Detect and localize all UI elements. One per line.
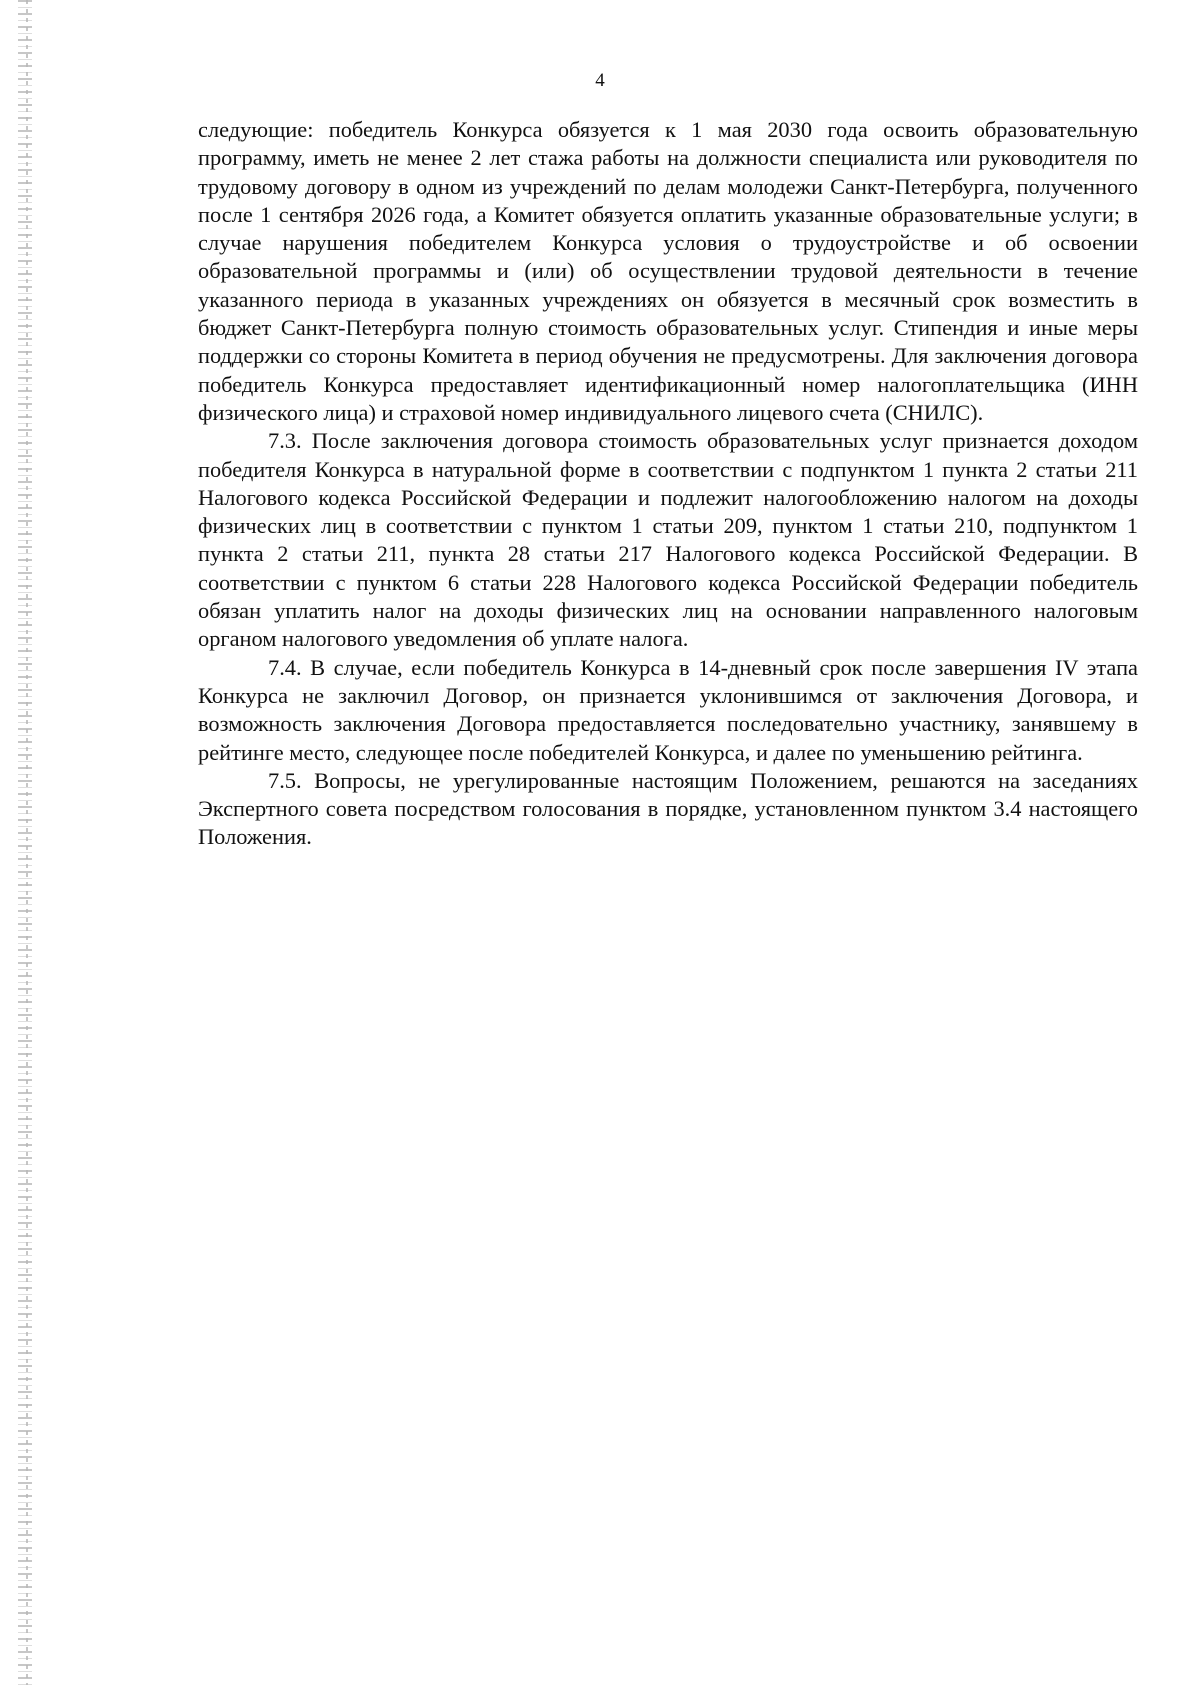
paragraph-7-3: 7.3. После заключения договора стоимость образовательных услуг признается доходом победителя Конкурса в натуральной форме в соответствии с подпунктом 1 пункта 2 статьи 211 Налогового кодекса Российской Федерации и подлежит налогообложению налогом на доходы физических лиц в соответствии с пунктом 1 статьи 209, пунктом 1 статьи 210, подпунктом 1 пункта 2 статьи 211, пункта 28 статьи 217 Налогового кодекса Российской Федерации. В соответствии с пунктом 6 статьи 228 Налогового кодекса Российской Федерации победитель обязан уплатить налог на доходы физических лиц на основании направленного налоговым органом налогового уведомления об уплате налога. [198,428,1138,652]
paragraph-7-4: 7.4. В случае, если победитель Конкурса в 14-дневный срок после завершения IV этапа Конкурса не заключил Договор, он признается уклонившимся от заключения Договора, и возможность заключения Договора предоставляется последовательно участнику, занявшему в рейтинге место, следующее после победителей Конкурса, и далее по уменьшению рейтинга. [198,654,1138,765]
paragraph-continuation: следующие: победитель Конкурса обязуется к 1 мая 2030 года освоить образовательную программу, иметь не менее 2 лет стажа работы на должности специалиста или руководителя по трудовому договору в одном из учреждений по делам молодежи Санкт-Петербурга, полученного после 1 сентября 2026 года, а Комитет обязуется оплатить указанные образовательные услуги; в случае нарушения победителем Конкурса условия о трудоустройстве и об освоении образовательной программы и (или) об осуществлении трудовой деятельности в течение указанного периода в указанных учреждениях он обязуется в месячный срок возместить в бюджет Санкт-Петербурга полную стоимость образовательных услуг. Стипендия и иные меры поддержки со стороны Комитета в период обучения не предусмотрены. Для заключения договора победитель Конкурса предоставляет идентификационный номер налогоплательщика (ИНН физического лица) и страховой номер индивидуального лицевого счета (СНИЛС). [198,117,1138,425]
scan-edge-mark [18,0,32,1685]
paragraph-7-5: 7.5. Вопросы, не урегулированные настоящим Положением, решаются на заседаниях Экспертного совета посредством голосования в порядке, установленном пунктом 3.4 настоящего Положения. [198,767,1138,850]
page-number: 4 [595,70,605,91]
document-body [198,116,1138,852]
